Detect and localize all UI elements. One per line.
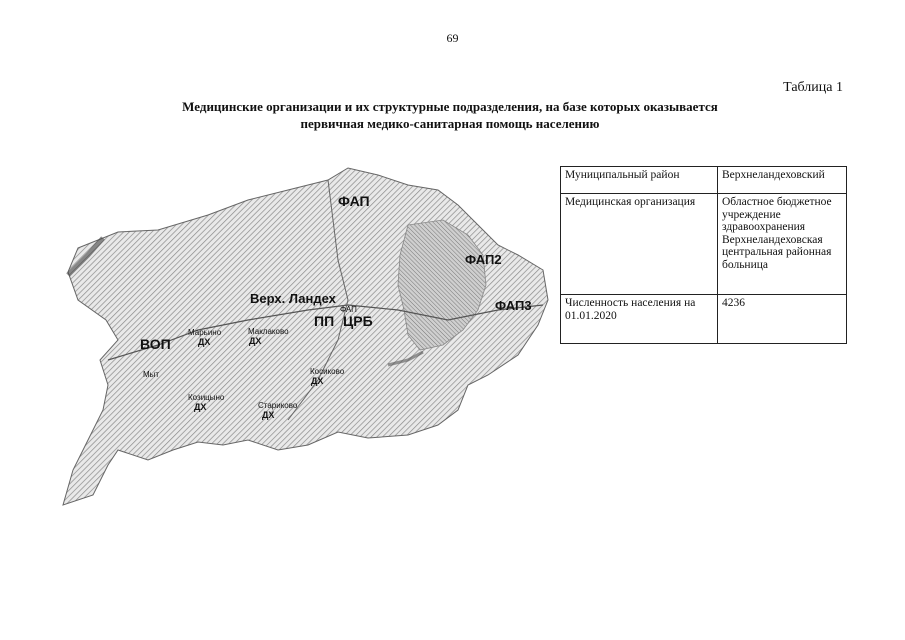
title-line-2: первичная медико-санитарная помощь населению bbox=[300, 116, 600, 131]
label-starikovo: Стариково bbox=[258, 401, 298, 410]
label-starikovo-dh: ДХ bbox=[262, 410, 275, 420]
district-map-svg bbox=[48, 160, 560, 520]
label-fap-1: ФАП bbox=[338, 193, 370, 209]
title-line-1: Медицинские организации и их структурные подразделения, на базе которых оказывается bbox=[182, 99, 718, 114]
table-cell-value: Верхнеландеховский bbox=[718, 167, 847, 194]
table-cell-label: Численность населения на 01.01.2020 bbox=[561, 295, 718, 344]
label-fap-3: ФАП3 bbox=[495, 298, 532, 313]
label-fap-2: ФАП2 bbox=[465, 252, 502, 267]
table-label: Таблица 1 bbox=[783, 80, 843, 95]
label-maryino-dh: ДХ bbox=[198, 337, 211, 347]
district-map bbox=[48, 160, 560, 520]
table-row bbox=[561, 295, 847, 344]
label-crb: ЦРБ bbox=[343, 313, 373, 329]
label-fap-small: ФАП bbox=[340, 305, 357, 314]
label-kosikovo-dh: ДХ bbox=[311, 376, 324, 386]
label-myt: Мыт bbox=[143, 370, 160, 379]
label-maklakovo-dh: ДХ bbox=[249, 336, 262, 346]
label-maklakovo: Маклаково bbox=[248, 327, 289, 336]
label-kosikovo: Косиково bbox=[310, 367, 345, 376]
document-title bbox=[100, 98, 800, 132]
table-cell-value: 4236 bbox=[718, 295, 847, 344]
label-maryino: Марьино bbox=[188, 328, 222, 337]
table-row bbox=[561, 194, 847, 295]
info-table bbox=[560, 166, 847, 344]
table-row bbox=[561, 167, 847, 194]
label-pp: ПП bbox=[314, 313, 335, 329]
label-kozitsino: Козицыно bbox=[188, 393, 225, 402]
table-cell-label: Медицинская организация bbox=[561, 194, 718, 295]
page-number: 69 bbox=[446, 31, 459, 45]
table-cell-value: Областное бюджетное учреждение здравоохранения Верхнеландеховская центральная районная больница bbox=[718, 194, 847, 295]
label-kozitsino-dh: ДХ bbox=[194, 402, 207, 412]
label-town: Верх. Ландех bbox=[250, 291, 336, 306]
table-cell-label: Муниципальный район bbox=[561, 167, 718, 194]
district-territory bbox=[63, 168, 548, 505]
label-vop: ВОП bbox=[140, 336, 171, 352]
